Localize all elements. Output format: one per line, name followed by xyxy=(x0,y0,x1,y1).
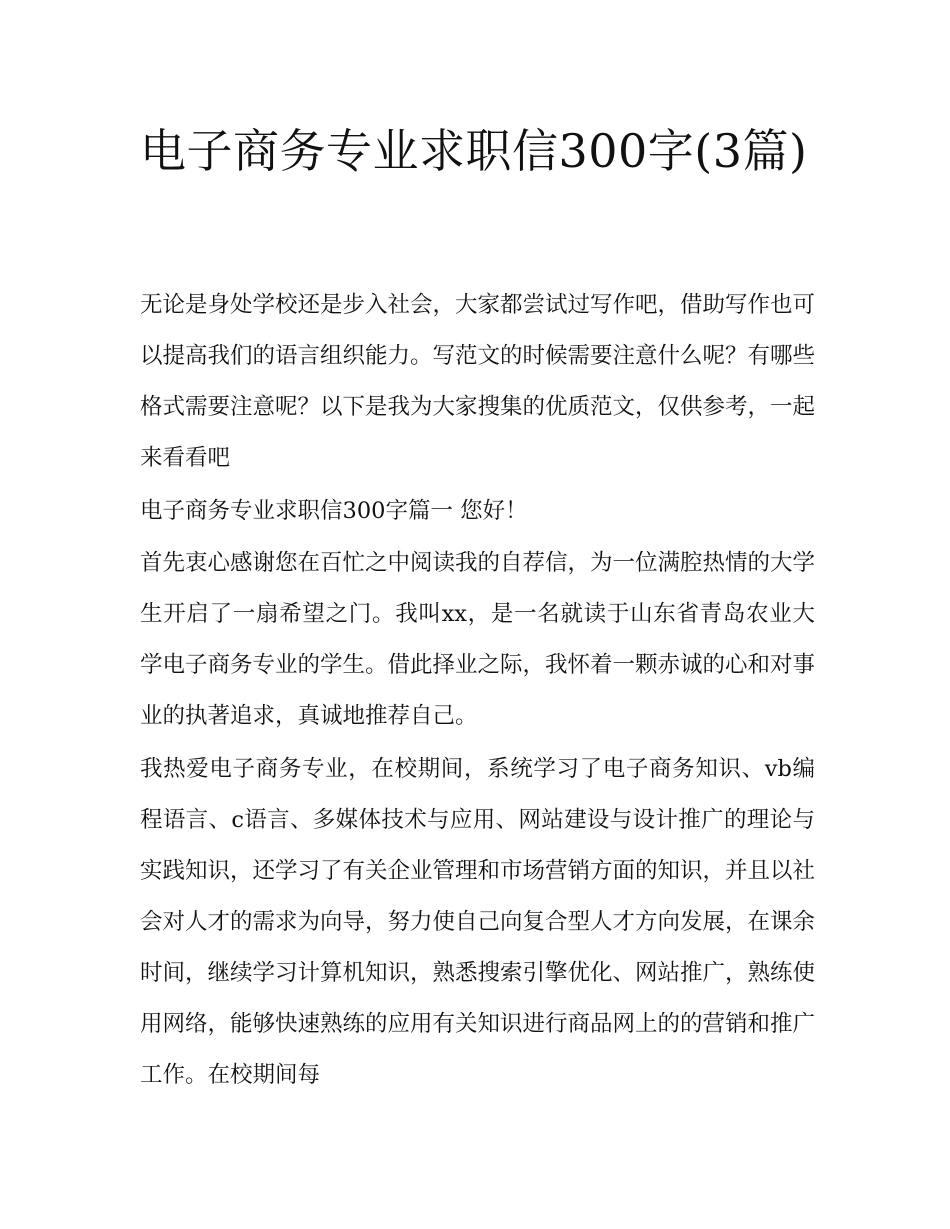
document-body xyxy=(140,280,815,1103)
self-introduction-paragraph: 首先衷心感谢您在百忙之中阅读我的自荐信，为一位满腔热情的大学生开启了一扇希望之门。我叫xx，是一名就读于山东省青岛农业大学电子商务专业的学生。借此择业之际，我怀着一颗赤诚的心和对事业的执著追求，真诚地推荐自己。 xyxy=(140,550,816,729)
document-title: 电子商务专业求职信300字(3篇) xyxy=(140,124,808,178)
intro-paragraph: 无论是身处学校还是步入社会，大家都尝试过写作吧，借助写作也可以提高我们的语言组织能力。写范文的时候需要注意什么呢？有哪些格式需要注意呢？以下是我为大家搜集的优质范文，仅供参考，一起来看看吧 xyxy=(140,292,816,471)
letter-heading-greeting: 电子商务专业求职信300字篇一 您好！ xyxy=(140,498,528,524)
study-experience-paragraph: 我热爱电子商务专业，在校期间，系统学习了电子商务知识、vb编程语言、c语言、多媒体技术与应用、网站建设与设计推广的理论与实践知识，还学习了有关企业管理和市场营销方面的知识，并且以社会对人才的需求为向导，努力使自己向复合型人才方向发展，在课余时间，继续学习计算机知识，熟悉搜索引擎优化、网站推广，熟练使用网络，能够快速熟练的应用有关知识进行商品网上的的营销和推广工作。在校期间每 xyxy=(140,756,816,1088)
